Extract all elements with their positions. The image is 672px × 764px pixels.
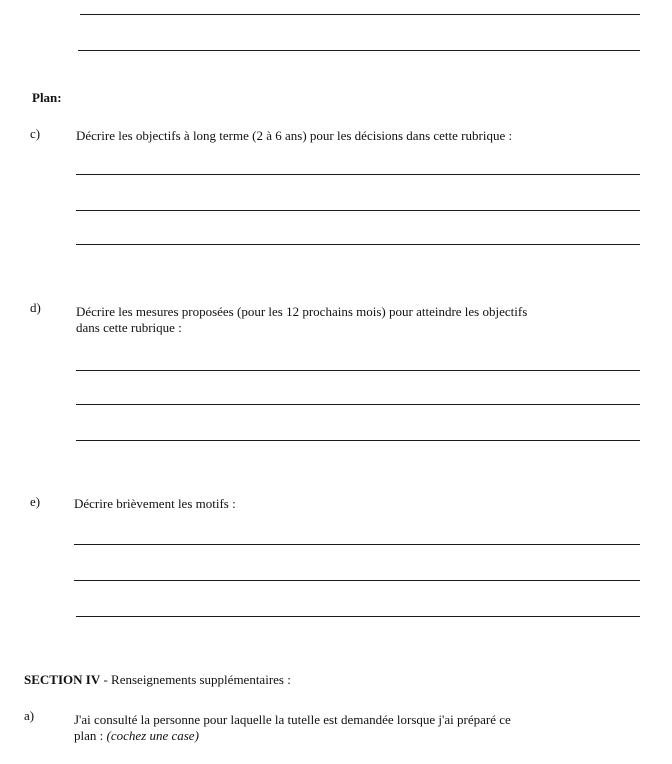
item-a-text-line2 xyxy=(74,728,199,744)
answer-line[interactable] xyxy=(76,370,640,371)
item-a-text-line1: J'ai consulté la personne pour laquelle la tutelle est demandée lorsque j'ai préparé ce xyxy=(74,712,511,727)
item-c-text: Décrire les objectifs à long terme (2 à 6 ans) pour les décisions dans cette rubrique : xyxy=(76,128,513,143)
answer-line[interactable] xyxy=(78,50,640,51)
section-iv-title: SECTION IV xyxy=(24,672,101,687)
section-iv-heading xyxy=(24,672,291,688)
answer-line[interactable] xyxy=(76,616,640,617)
item-a-text-plain: plan : xyxy=(74,728,107,743)
answer-line[interactable] xyxy=(74,544,640,545)
answer-line[interactable] xyxy=(80,14,640,15)
item-a-letter: a) xyxy=(24,708,35,723)
answer-line[interactable] xyxy=(76,404,640,405)
plan-heading: Plan: xyxy=(32,90,62,105)
section-iv-subtitle: - Renseignements supplémentaires : xyxy=(100,672,291,687)
answer-line[interactable] xyxy=(76,210,640,211)
item-e-text: Décrire brièvement les motifs : xyxy=(74,496,236,511)
item-d-letter: d) xyxy=(30,300,41,315)
answer-line[interactable] xyxy=(76,174,640,175)
item-a-text-italic: (cochez une case) xyxy=(106,728,199,743)
answer-line[interactable] xyxy=(76,244,640,245)
item-d-text-line2: dans cette rubrique : xyxy=(76,320,182,335)
answer-line[interactable] xyxy=(74,580,640,581)
answer-line[interactable] xyxy=(76,440,640,441)
item-c-letter: c) xyxy=(30,126,41,141)
item-e-letter: e) xyxy=(30,494,41,509)
item-d-text-line1: Décrire les mesures proposées (pour les 12 prochains mois) pour atteindre les objectifs xyxy=(76,304,528,319)
